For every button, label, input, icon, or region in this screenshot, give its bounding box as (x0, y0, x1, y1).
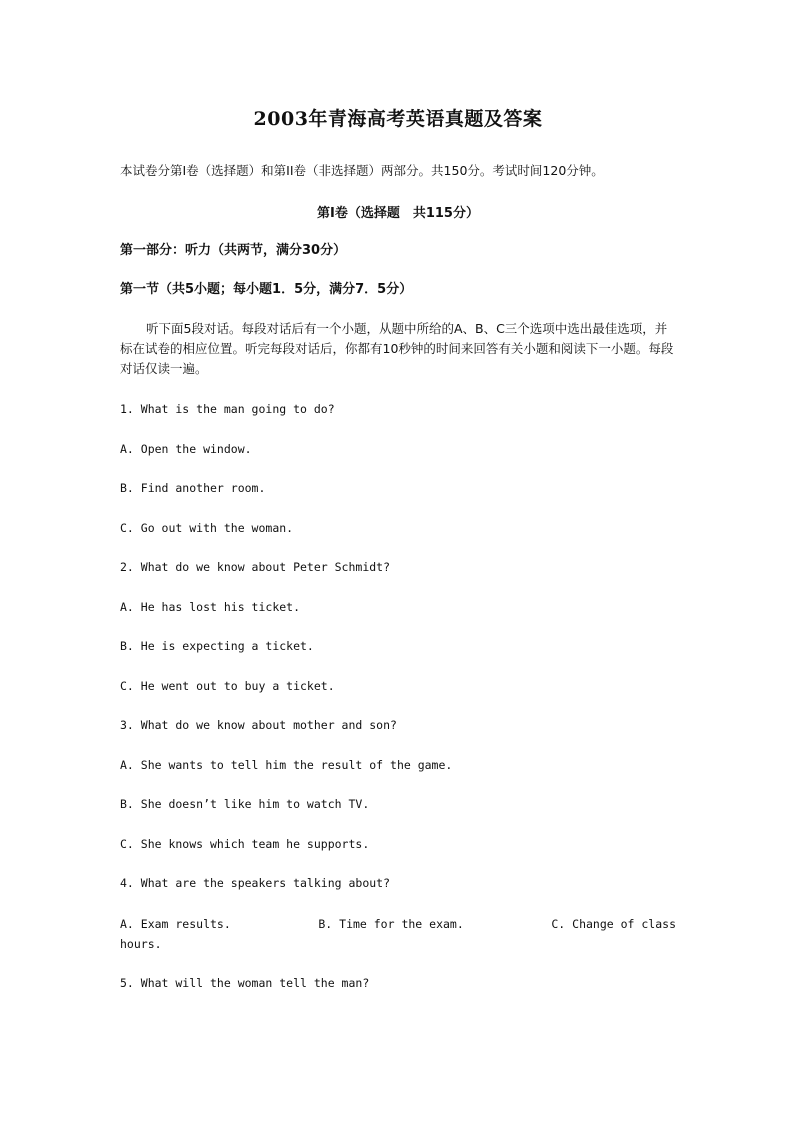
document-title: 2003年青海高考英语真题及答案 (253, 108, 543, 130)
question-4-option-a: A. Exam results. (120, 916, 231, 931)
part1-title: 第I卷（选择题 共115分） (317, 206, 479, 221)
question-5: 5. What will the woman tell the man? (120, 975, 370, 990)
question-2-option-c: C. He went out to buy a ticket. (120, 678, 335, 693)
subsection-title: 第一节（共5小题；每小题1．5分，满分7．5分） (120, 282, 413, 297)
question-3-option-c: C. She knows which team he supports. (120, 836, 370, 851)
question-1-option-a: A. Open the window. (120, 441, 252, 456)
question-1-option-b: B. Find another room. (120, 481, 266, 495)
question-4-options (120, 914, 676, 954)
question-4-options-row (120, 914, 676, 934)
question-1-option-c: C. Go out with the woman. (120, 520, 294, 535)
question-3: 3. What do we know about mother and son? (120, 718, 397, 732)
question-3-option-b: B. She doesn’t like him to watch TV. (120, 797, 370, 811)
exam-intro: 本试卷分第I卷（选择题）和第II卷（非选择题）两部分。共150分。考试时间120分钟。 (120, 163, 604, 178)
question-4: 4. What are the speakers talking about? (120, 876, 391, 890)
question-2-option-b: B. He is expecting a ticket. (120, 639, 314, 653)
question-4-option-c-continued: hours. (120, 936, 162, 951)
question-4-option-b: B. Time for the exam. (318, 916, 464, 931)
question-4-option-c: C. Change of class (551, 916, 676, 931)
question-3-option-a: A. She wants to tell him the result of the game. (120, 757, 453, 772)
question-2-option-a: A. He has lost his ticket. (120, 599, 301, 614)
section-title: 第一部分：听力（共两节，满分30分） (120, 243, 347, 258)
question-1: 1. What is the man going to do? (120, 402, 335, 416)
question-2: 2. What do we know about Peter Schmidt? (120, 560, 391, 574)
listening-instructions: 听下面5段对话。每段对话后有一个小题，从题中所给的A、B、C三个选项中选出最佳选项，并标在试卷的相应位置。听完每段对话后，你都有10秒钟的时间来回答有关小题和阅读下一小题。每段对话仅读一遍。 (120, 321, 674, 376)
document-content (120, 104, 676, 1013)
